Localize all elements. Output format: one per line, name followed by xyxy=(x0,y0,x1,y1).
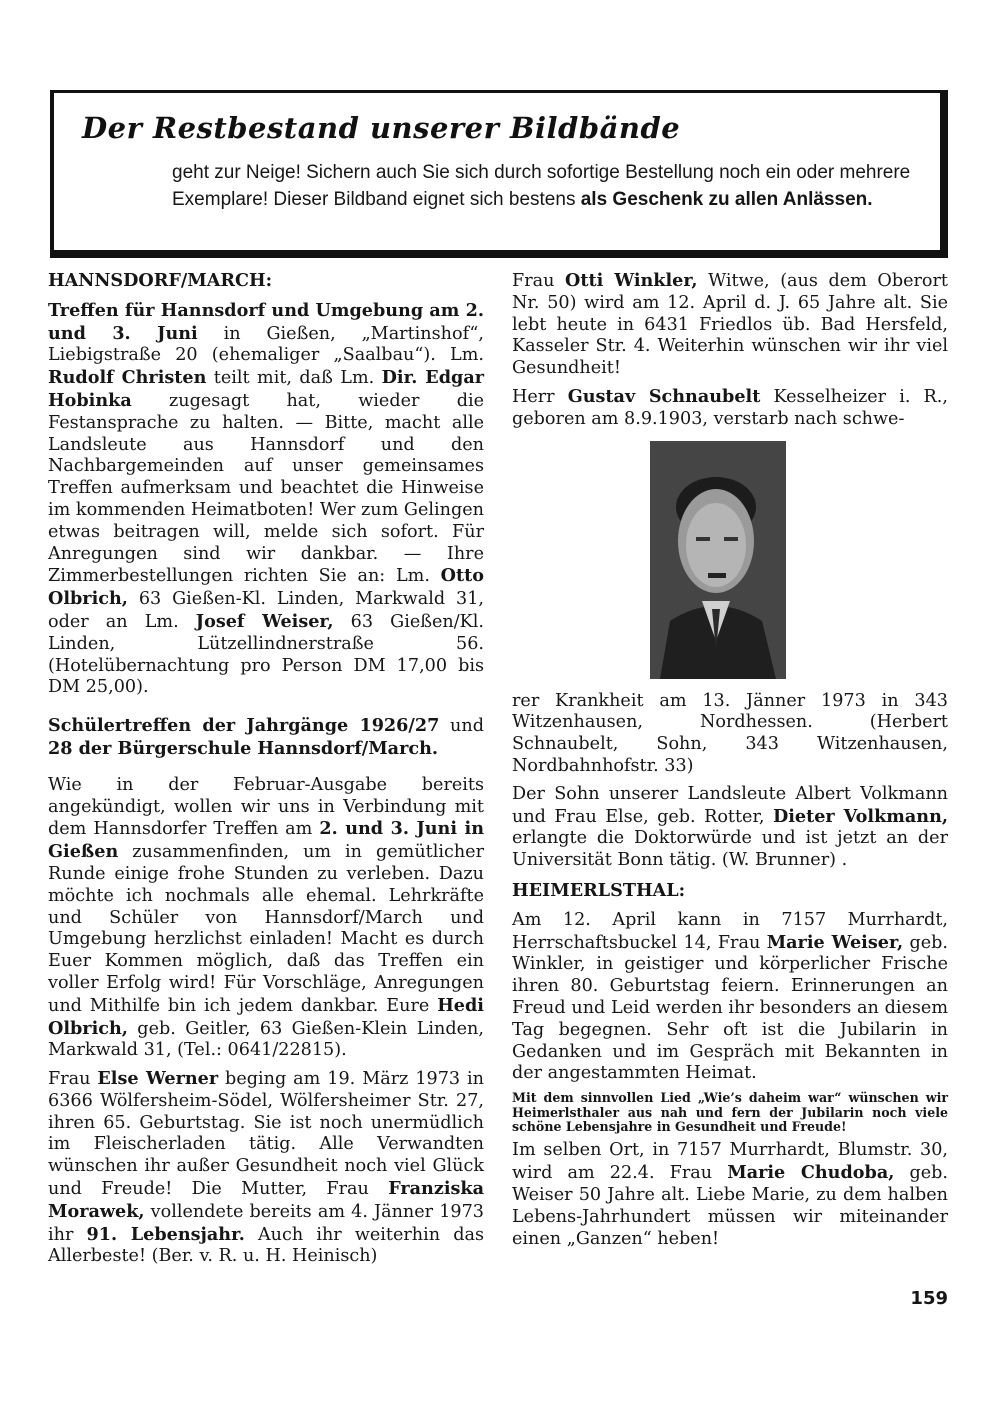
text-run: in Gießen, „Martinshof“, Liebigstraße 20 (ehemaliger „Saalbau“). Lm. xyxy=(48,323,484,366)
text-run: geb. Winkler, in geistiger und körperlicher Frische ihren 80. Geburtstag feiern. Erinnerungen an Freud und Leid werden ihr besonders an diesem Tag begegnen. Sehr oft ist die Jubilarin in Gedanken und im Gespräch mit Bekannten in der angestammten Heimat. xyxy=(512,932,949,1084)
right-column xyxy=(512,270,948,1256)
person-name: Else Werner xyxy=(97,1068,219,1090)
heading-run: Schülertreffen der Jahrgänge 1926/27 xyxy=(48,715,440,737)
person-name: Dieter Volkmann, xyxy=(772,805,948,827)
article-volkmann xyxy=(512,784,948,872)
page-number: 159 xyxy=(910,1288,948,1309)
text-run: und xyxy=(439,716,484,737)
section-title-heimerlsthal: HEIMERLSTHAL: xyxy=(512,879,686,901)
text-run: geb. Weiser 50 Jahre alt. Liebe Marie, zu dem halben Lebens-Jahrhundert müssen wir miteinander einen „Ganzen“ heben! xyxy=(512,1163,948,1249)
text-run: beging am 19. März 1973 in 6366 Wölfersheim-Södel, Wölfersheimer Str. 27, ihren 65. Geburtstag. Sie ist noch unermüdlich im Fleischerladen tätig. Alle Verwandten wünschen ihr außer Gesundheit noch viel Glück und Freude! Die Mutter, Frau xyxy=(48,1069,485,1200)
person-name: Gustav Schnaubelt xyxy=(567,385,761,407)
ad-headline: Der Restbestand unserer Bildbände xyxy=(82,111,681,145)
person-name: Otto Olbrich, xyxy=(48,565,484,610)
text-run: Wie in der Februar-Ausgabe bereits angekündigt, wollen wir uns in Verbindung mit dem Hannsdorfer Treffen am xyxy=(48,774,484,840)
text-run: Frau xyxy=(512,271,566,291)
article-treffen xyxy=(48,300,484,699)
portrait-figure xyxy=(650,441,786,679)
article-else-werner xyxy=(48,1068,484,1268)
article-marie-weiser xyxy=(512,910,948,1085)
text-run: Im selben Ort, in 7157 Murrhardt, Blumstr. 30, wird am 22.4. Frau xyxy=(512,1140,948,1184)
heading-run: 28 der Bürgerschule Hannsdorf/March. xyxy=(48,737,438,759)
text-run: Am 12. April kann in 7157 Murrhardt, Herrschaftsbuckel 14, Frau xyxy=(512,909,948,953)
portrait-photo xyxy=(650,441,786,679)
text-run: geb. Geitler, 63 Gießen-Klein Linden, Markwald 31, (Tel.: 0641/22815). xyxy=(48,1018,484,1061)
article-schnaubelt xyxy=(512,386,948,431)
person-name: Rudolf Christen xyxy=(48,367,207,389)
person-name: Hedi Olbrich, xyxy=(48,994,484,1039)
article-greeting-small: Mit dem sinnvollen Lied „Wie’s daheim war“ wünschen wir Heimerlsthaler aus nah und fern der Jubilarin noch viele schöne Lebensjahre in Gesundheit und Freude! xyxy=(512,1090,948,1134)
article-schuelertreffen-head xyxy=(48,715,484,761)
section-title-hannsdorf: HANNSDORF/MARCH: xyxy=(48,270,273,291)
person-name: Josef Weiser, xyxy=(195,610,334,632)
person-name: Marie Chudoba, xyxy=(727,1162,895,1184)
person-name: Marie Weiser, xyxy=(766,931,904,953)
ad-text-main: geht zur Neige! Sichern auch Sie sich durch sofortige Bestellung noch ein oder mehrere Exemplare! Dieser Bildband eignet sich bestens xyxy=(172,162,911,210)
article-otti-winkler xyxy=(512,270,948,380)
text-run: Herr xyxy=(512,386,568,407)
ad-text-bold: als Geschenk zu allen Anlässen. xyxy=(580,189,873,210)
left-column xyxy=(48,270,484,1274)
advertisement-box xyxy=(50,90,948,258)
text-run: Kesselheizer i. R., geboren am 8.9.1903, verstarb nach schwe- xyxy=(512,386,948,429)
text-run: 63 Gießen/Kl. Linden, Lützellindnerstraße 56. (Hotelübernachtung pro Person DM 17,00 bis DM 25,00). xyxy=(48,611,485,698)
text-run: Auch ihr weiterhin das Allerbeste! (Ber. v. R. u. H. Heinisch) xyxy=(48,1224,484,1267)
text-run: Der Sohn unserer Landsleute Albert Volkmann und Frau Else, geb. Rotter, xyxy=(512,783,948,827)
text-run: erlangte die Doktorwürde und ist jetzt an der Universität Bonn tätig. (W. Brunner) . xyxy=(512,828,948,871)
emphasis-run: 2. und 3. Juni in Gießen xyxy=(48,818,485,863)
text-run: vollendete bereits am 4. Jänner 1973 ihr xyxy=(48,1201,484,1245)
text-run: Frau xyxy=(48,1069,98,1090)
person-name: Dir. Edgar Hobinka xyxy=(48,367,484,411)
ad-text xyxy=(172,159,932,213)
text-run: teilt mit, daß Lm. xyxy=(206,368,382,389)
article-schuelertreffen xyxy=(48,775,484,1062)
text-run: Witwe, (aus dem Oberort Nr. 50) wird am 12. April d. J. 65 Jahre alt. Sie lebt heute in 6431 Friedlos üb. Bad Hersfeld, Kasseler Str. 4. Weiterhin wünschen wir ihr viel Gesundheit! xyxy=(512,271,948,379)
article-treffen-head: Treffen für Hannsdorf und Umgebung am 2. und 3. Juni xyxy=(48,299,484,344)
text-run: zusammenfinden, um in gemütlicher Runde einige frohe Stunden zu verleben. Dazu möchte ich nochmals alle ehemal. Lehrkräfte und Schüler von Hannsdorf/March und Umgebung herzlichst einladen! Macht es durch Euer Kommen möglich, daß das Treffen ein voller Erfolg wird! Für Vorschläge, Anregungen und Mithilfe bin ich jedem dankbar. Eure xyxy=(48,842,484,1016)
emphasis-run: 91. Lebensjahr. xyxy=(86,1223,245,1245)
text-run: zugesagt hat, wieder die Festansprache zu halten. — Bitte, macht alle Landsleute aus Hannsdorf und den Nachbargemeinden auf unser gemeinsames Treffen aufmerksam und beachtet die Hinweise im kommenden Heimatboten! Wer zum Gelingen etwas beitragen will, melde sich sofort. Für Anregungen sind wir dankbar. — Ihre Zimmerbestellungen richten Sie an: Lm. xyxy=(48,390,484,587)
person-name: Franziska Morawek, xyxy=(48,1178,484,1222)
article-marie-chudoba xyxy=(512,1140,948,1250)
person-name: Otti Winkler, xyxy=(565,270,698,291)
text-run: 63 Gießen-Kl. Linden, Markwald 31, oder an Lm. xyxy=(48,589,484,632)
article-schnaubelt-cont: rer Krankheit am 13. Jänner 1973 in 343 Witzenhausen, Nordhessen. (Herbert Schnaubelt, Sohn, 343 Witzenhausen, Nordbahnhofstr. 33) xyxy=(512,690,948,776)
